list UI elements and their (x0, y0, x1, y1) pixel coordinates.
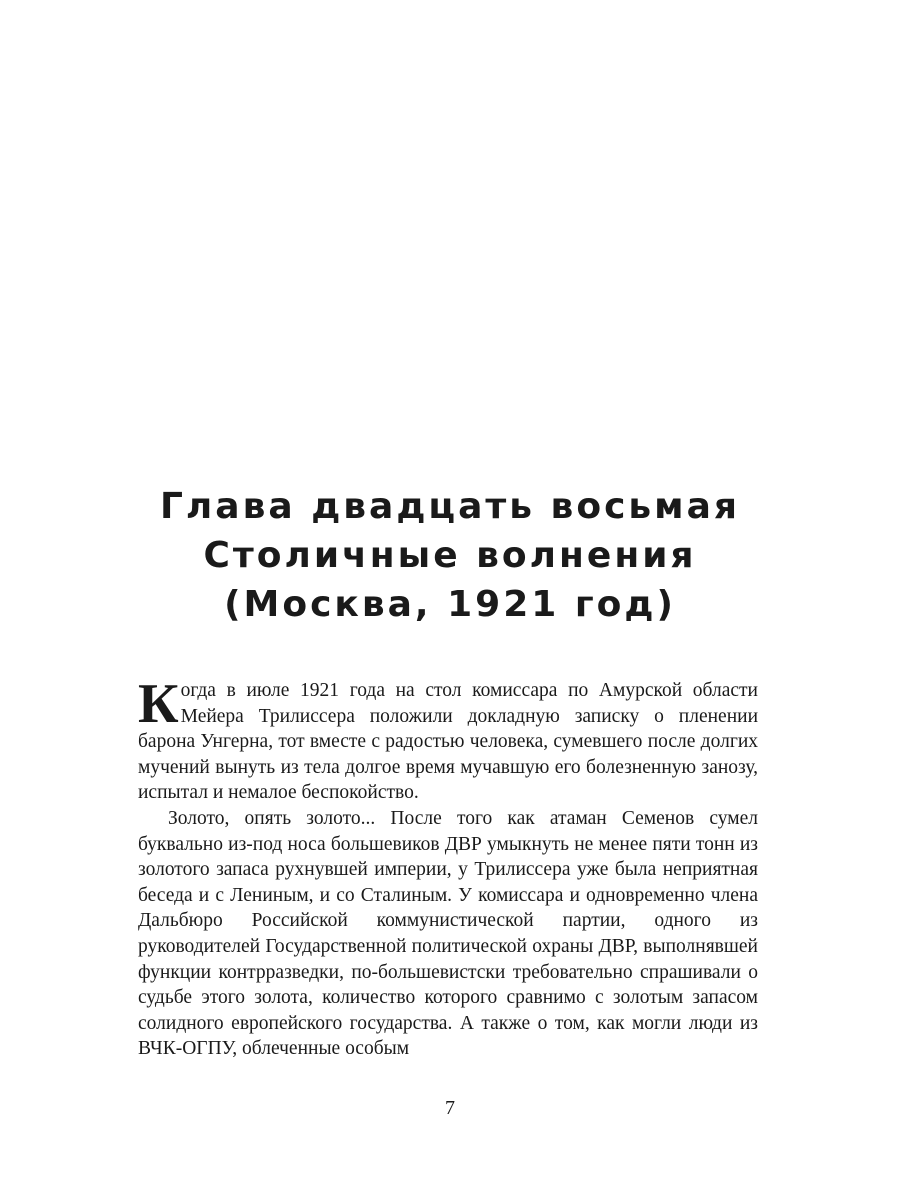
chapter-number-title: Глава двадцать восьмая (159, 486, 741, 527)
body-text (138, 673, 758, 1062)
page-number: 7 (445, 1097, 455, 1119)
paragraph-1-text: огда в июле 1921 года на стол комиссара по Амурской области Мейера Трилиссера положили докладную записку о пленении барона Унгерна, тот вместе с радостью человека, сумевшего после долгих мучений вынуть из тела долгое время мучавшую его болезненную занозу, испытал и немалое беспокойство. (138, 680, 758, 804)
paragraph-2: Золото, опять золото... После того как атаман Семенов сумел буквально из-под носа большевиков ДВР умыкнуть не менее пяти тонн из золотого запаса рухнувшей империи, у Трилиссера уже была неприятная беседа и с Лениным, и со Сталиным. У комиссара и одновременно члена Дальбюро Российской коммунистической партии, одного из руководителей Государственной политической охраны ДВР, выполнявшей функции контрразведки, по-большевистски требовательно спрашивали о судьбе этого золота, количество которого сравнимо с золотым запасом солидного европейского государства. А также о том, как могли люди из ВЧК-ОГПУ, облеченные особым (138, 807, 758, 1060)
chapter-title: Столичные волнения (203, 535, 697, 576)
drop-cap: К (138, 673, 179, 735)
chapter-subtitle: (Москва, 1921 год) (224, 584, 676, 625)
paragraph-1 (138, 673, 758, 806)
chapter-heading (0, 482, 900, 629)
